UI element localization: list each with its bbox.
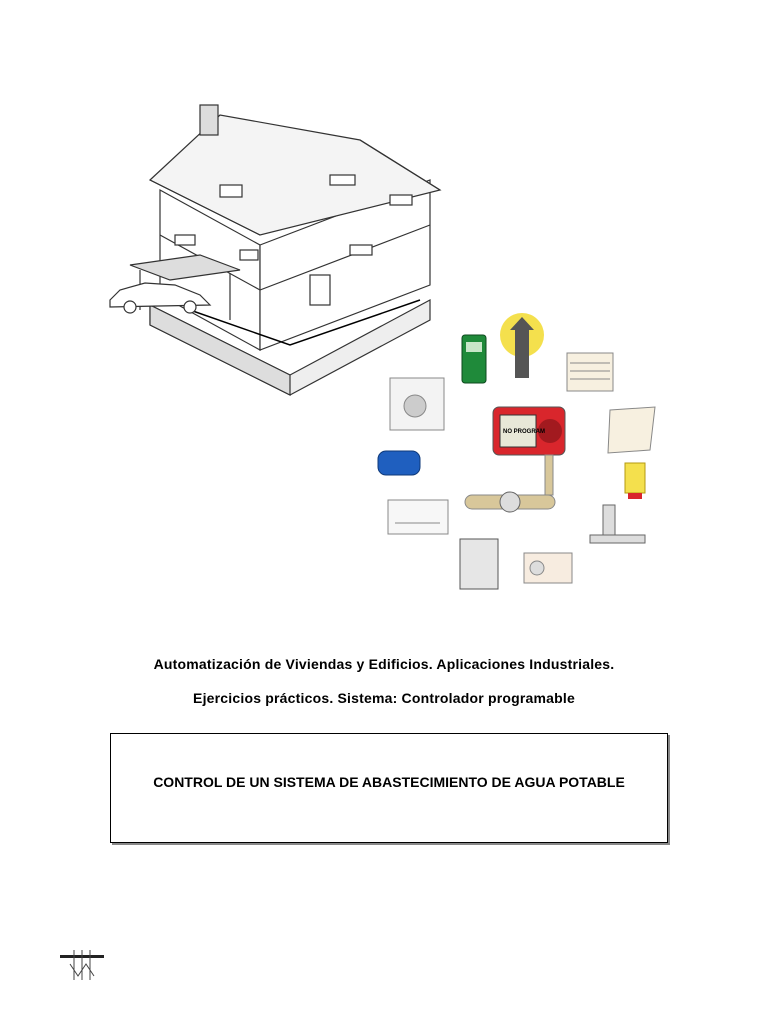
- alarm-light-icon: [625, 463, 645, 499]
- house-illustration-icon: [130, 105, 440, 395]
- washing-machine-icon: [390, 378, 444, 430]
- subtitle-line-2: Ejercicios prácticos. Sistema: Controlador programable: [193, 690, 575, 706]
- relay-module-icon: [460, 539, 498, 589]
- device-screen-text: NO PROGRAM: [503, 429, 545, 435]
- house-automation-illustration: [100, 95, 680, 605]
- heater-panel-icon: [524, 553, 572, 583]
- controller-device-icon: [493, 407, 565, 455]
- shutter-icon: [567, 353, 613, 391]
- pipe-valve-icon: [465, 455, 555, 512]
- sprinkler-icon: [590, 505, 645, 543]
- thermostat-icon: [608, 407, 655, 453]
- chimney-icon: [500, 313, 544, 378]
- mobile-phone-icon: [462, 335, 486, 383]
- title-box: [110, 733, 668, 843]
- subtitle-line-1: Automatización de Viviendas y Edificios. Aplicaciones Industriales.: [153, 656, 615, 672]
- motor-icon: [378, 451, 420, 475]
- main-title: CONTROL DE UN SISTEMA DE ABASTECIMIENTO DE AGUA POTABLE: [153, 774, 625, 790]
- air-conditioner-icon: [388, 500, 448, 534]
- footer-logo-icon: [60, 950, 104, 982]
